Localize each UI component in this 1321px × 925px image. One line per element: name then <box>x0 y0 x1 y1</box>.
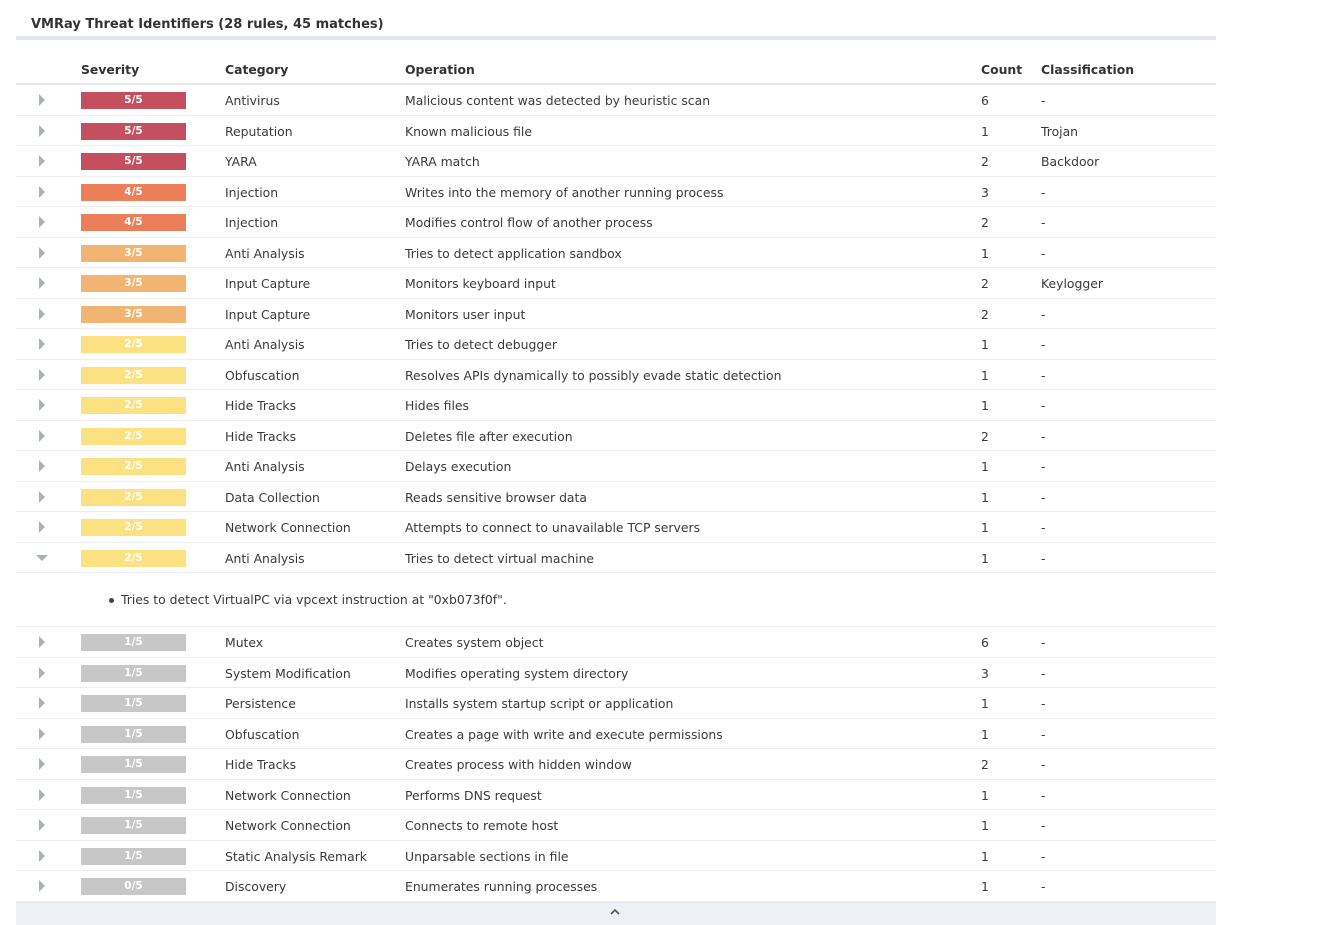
table-row[interactable] <box>16 482 1216 513</box>
caret-right-icon <box>35 696 49 710</box>
table-row[interactable] <box>16 841 1216 872</box>
count-cell: 1 <box>981 489 989 505</box>
caret-right-icon <box>35 276 49 290</box>
table-row[interactable] <box>16 421 1216 452</box>
severity-badge: 4/5 <box>81 184 186 201</box>
classification-cell: - <box>1041 489 1046 505</box>
expand-row-toggle[interactable] <box>35 757 49 771</box>
classification-cell: - <box>1041 367 1046 383</box>
expand-row-toggle[interactable] <box>35 154 49 168</box>
detail-text: Tries to detect VirtualPC via vpcext instruction at "0xb073f0f". <box>121 592 507 607</box>
classification-cell: - <box>1041 848 1046 864</box>
operation-cell: Unparsable sections in file <box>405 848 569 864</box>
caret-down-icon <box>35 551 49 565</box>
classification-cell: - <box>1041 245 1046 261</box>
severity-badge: 3/5 <box>81 306 186 323</box>
count-cell: 2 <box>981 306 989 322</box>
table-row[interactable] <box>16 780 1216 811</box>
caret-right-icon <box>35 788 49 802</box>
expand-row-toggle[interactable] <box>35 520 49 534</box>
category-cell: Anti Analysis <box>225 550 305 566</box>
operation-cell: Malicious content was detected by heuristic scan <box>405 93 711 108</box>
category-cell: YARA <box>225 154 257 169</box>
category-cell: System Modification <box>225 665 351 681</box>
count-cell: 3 <box>981 184 989 200</box>
caret-right-icon <box>35 818 49 832</box>
classification-cell: - <box>1041 879 1046 894</box>
operation-cell: YARA match <box>405 154 480 169</box>
table-row[interactable] <box>16 85 1216 116</box>
category-cell: Anti Analysis <box>225 245 305 261</box>
operation-cell: Attempts to connect to unavailable TCP servers <box>405 520 701 535</box>
table-row[interactable] <box>16 146 1216 177</box>
collapse-bar[interactable] <box>16 902 1216 925</box>
column-header-count: Count <box>981 62 1023 77</box>
operation-cell: Connects to remote host <box>405 818 559 833</box>
category-cell: Data Collection <box>225 489 320 505</box>
caret-right-icon <box>35 185 49 199</box>
operation-cell: Modifies operating system directory <box>405 665 629 681</box>
severity-badge: 2/5 <box>81 519 186 536</box>
caret-right-icon <box>35 337 49 351</box>
operation-cell: Tries to detect debugger <box>405 337 557 352</box>
expand-row-toggle[interactable] <box>35 635 49 649</box>
expand-row-toggle[interactable] <box>35 727 49 741</box>
caret-right-icon <box>35 368 49 382</box>
operation-cell: Reads sensitive browser data <box>405 489 587 505</box>
expand-row-toggle[interactable] <box>35 93 49 107</box>
operation-cell: Creates system object <box>405 635 544 650</box>
severity-badge: 3/5 <box>81 275 186 292</box>
operation-cell: Installs system startup script or application <box>405 696 674 711</box>
operation-cell: Tries to detect application sandbox <box>405 245 622 261</box>
operation-cell: Monitors keyboard input <box>405 276 556 291</box>
category-cell: Injection <box>225 215 279 230</box>
table-row[interactable] <box>16 360 1216 391</box>
operation-cell: Enumerates running processes <box>405 879 598 894</box>
classification-cell: - <box>1041 520 1046 535</box>
classification-cell: - <box>1041 337 1046 352</box>
classification-cell: - <box>1041 635 1046 650</box>
category-cell: Obfuscation <box>225 367 300 383</box>
expand-row-toggle[interactable] <box>35 215 49 229</box>
classification-cell: - <box>1041 696 1046 711</box>
severity-badge: 2/5 <box>81 550 186 567</box>
expand-row-toggle[interactable] <box>35 696 49 710</box>
bullet-icon <box>109 598 114 603</box>
count-cell: 2 <box>981 757 989 772</box>
category-cell: Network Connection <box>225 818 351 833</box>
caret-right-icon <box>35 757 49 771</box>
severity-badge: 3/5 <box>81 245 186 262</box>
operation-cell: Resolves APIs dynamically to possibly evade static detection <box>405 367 782 383</box>
classification-cell: - <box>1041 550 1046 566</box>
caret-right-icon <box>35 490 49 504</box>
caret-right-icon <box>35 124 49 138</box>
classification-cell: Keylogger <box>1041 276 1103 291</box>
category-cell: Anti Analysis <box>225 459 305 474</box>
category-cell: Discovery <box>225 879 287 894</box>
count-cell: 1 <box>981 726 989 742</box>
caret-right-icon <box>35 520 49 534</box>
operation-cell: Known malicious file <box>405 123 532 139</box>
severity-badge: 2/5 <box>81 336 186 353</box>
column-header-classification: Classification <box>1041 62 1135 77</box>
classification-cell: - <box>1041 398 1046 413</box>
count-cell: 3 <box>981 665 989 681</box>
classification-cell: - <box>1041 818 1046 833</box>
table-row[interactable] <box>16 207 1216 238</box>
count-cell: 2 <box>981 428 989 444</box>
caret-right-icon <box>35 93 49 107</box>
table-row[interactable] <box>16 543 1216 574</box>
classification-cell: - <box>1041 428 1046 444</box>
category-cell: Persistence <box>225 696 296 711</box>
severity-badge: 1/5 <box>81 665 186 682</box>
table-row[interactable] <box>16 871 1216 902</box>
table-row[interactable] <box>16 512 1216 543</box>
table-header <box>16 40 1216 85</box>
table-row[interactable] <box>16 268 1216 299</box>
expand-row-toggle[interactable] <box>35 490 49 504</box>
count-cell: 1 <box>981 550 989 566</box>
category-cell: Static Analysis Remark <box>225 848 367 864</box>
classification-cell: - <box>1041 665 1046 681</box>
operation-cell: Performs DNS request <box>405 787 542 803</box>
count-cell: 1 <box>981 123 989 139</box>
category-cell: Hide Tracks <box>225 398 297 413</box>
severity-badge: 2/5 <box>81 458 186 475</box>
count-cell: 1 <box>981 787 989 803</box>
expand-row-toggle[interactable] <box>35 849 49 863</box>
count-cell: 1 <box>981 245 989 261</box>
table-row[interactable] <box>16 688 1216 719</box>
expand-row-toggle[interactable] <box>35 307 49 321</box>
column-header-operation: Operation <box>405 62 475 77</box>
operation-cell: Deletes file after execution <box>405 428 573 444</box>
expand-row-toggle[interactable] <box>35 124 49 138</box>
panel-title: VMRay Threat Identifiers (28 rules, 45 matches) <box>16 0 1216 40</box>
operation-cell: Tries to detect virtual machine <box>405 550 595 566</box>
category-cell: Network Connection <box>225 520 351 535</box>
table-row[interactable] <box>16 390 1216 421</box>
classification-cell: - <box>1041 184 1046 200</box>
expand-row-toggle[interactable] <box>35 818 49 832</box>
table-row[interactable] <box>16 238 1216 269</box>
expand-row-toggle[interactable] <box>35 276 49 290</box>
expand-row-toggle[interactable] <box>35 246 49 260</box>
table-row[interactable] <box>16 299 1216 330</box>
table-body <box>16 85 1216 902</box>
severity-badge: 1/5 <box>81 848 186 865</box>
expand-row-toggle[interactable] <box>35 368 49 382</box>
column-header-category: Category <box>225 62 289 77</box>
count-cell: 1 <box>981 337 989 352</box>
count-cell: 2 <box>981 215 989 230</box>
count-cell: 1 <box>981 459 989 474</box>
caret-right-icon <box>35 879 49 893</box>
caret-right-icon <box>35 154 49 168</box>
classification-cell: - <box>1041 306 1046 322</box>
category-cell: Antivirus <box>225 93 280 108</box>
count-cell: 1 <box>981 367 989 383</box>
category-cell: Anti Analysis <box>225 337 305 352</box>
operation-cell: Creates a page with write and execute permissions <box>405 726 723 742</box>
category-cell: Reputation <box>225 123 293 139</box>
classification-cell: - <box>1041 459 1046 474</box>
operation-cell: Delays execution <box>405 459 512 474</box>
count-cell: 6 <box>981 93 989 108</box>
count-cell: 1 <box>981 818 989 833</box>
caret-right-icon <box>35 666 49 680</box>
severity-badge: 2/5 <box>81 367 186 384</box>
severity-badge: 2/5 <box>81 428 186 445</box>
severity-badge: 5/5 <box>81 92 186 109</box>
expand-row-toggle[interactable] <box>35 429 49 443</box>
count-cell: 1 <box>981 848 989 864</box>
table-row[interactable] <box>16 451 1216 482</box>
table-row[interactable] <box>16 177 1216 208</box>
severity-badge: 2/5 <box>81 489 186 506</box>
caret-right-icon <box>35 727 49 741</box>
severity-badge: 4/5 <box>81 214 186 231</box>
category-cell: Network Connection <box>225 787 351 803</box>
table-row[interactable] <box>16 116 1216 147</box>
caret-right-icon <box>35 307 49 321</box>
classification-cell: - <box>1041 726 1046 742</box>
row-detail <box>16 573 1216 627</box>
table-row[interactable] <box>16 719 1216 750</box>
expand-row-toggle[interactable] <box>35 185 49 199</box>
severity-badge: 2/5 <box>81 397 186 414</box>
expand-row-toggle[interactable] <box>35 788 49 802</box>
column-header-severity: Severity <box>81 62 140 77</box>
category-cell: Obfuscation <box>225 726 300 742</box>
classification-cell: - <box>1041 787 1046 803</box>
severity-badge: 1/5 <box>81 695 186 712</box>
severity-badge: 1/5 <box>81 634 186 651</box>
severity-badge: 0/5 <box>81 878 186 895</box>
count-cell: 1 <box>981 398 989 413</box>
operation-cell: Hides files <box>405 398 469 413</box>
classification-cell: - <box>1041 93 1046 108</box>
operation-cell: Writes into the memory of another running process <box>405 184 724 200</box>
severity-badge: 1/5 <box>81 756 186 773</box>
count-cell: 2 <box>981 154 989 169</box>
caret-right-icon <box>35 459 49 473</box>
caret-right-icon <box>35 398 49 412</box>
chevron-up-icon <box>610 908 620 916</box>
expand-row-toggle[interactable] <box>35 879 49 893</box>
operation-cell: Monitors user input <box>405 306 526 322</box>
table-row[interactable] <box>16 329 1216 360</box>
collapse-row-toggle[interactable] <box>35 551 49 565</box>
table-row[interactable] <box>16 658 1216 689</box>
category-cell: Mutex <box>225 635 264 650</box>
table-row[interactable] <box>16 749 1216 780</box>
count-cell: 1 <box>981 520 989 535</box>
category-cell: Hide Tracks <box>225 428 297 444</box>
severity-badge: 1/5 <box>81 787 186 804</box>
classification-cell: Backdoor <box>1041 154 1100 169</box>
severity-badge: 1/5 <box>81 817 186 834</box>
caret-right-icon <box>35 246 49 260</box>
table-row[interactable] <box>16 627 1216 658</box>
severity-badge: 5/5 <box>81 153 186 170</box>
expand-row-toggle[interactable] <box>35 337 49 351</box>
threat-identifiers-panel <box>16 0 1216 925</box>
caret-right-icon <box>35 429 49 443</box>
category-cell: Injection <box>225 184 279 200</box>
severity-badge: 1/5 <box>81 726 186 743</box>
classification-cell: Trojan <box>1041 123 1079 139</box>
count-cell: 1 <box>981 879 989 894</box>
category-cell: Input Capture <box>225 306 311 322</box>
category-cell: Input Capture <box>225 276 311 291</box>
classification-cell: - <box>1041 215 1046 230</box>
operation-cell: Modifies control flow of another process <box>405 215 653 230</box>
caret-right-icon <box>35 215 49 229</box>
expand-row-toggle[interactable] <box>35 398 49 412</box>
operation-cell: Creates process with hidden window <box>405 757 632 772</box>
caret-right-icon <box>35 849 49 863</box>
count-cell: 2 <box>981 276 989 291</box>
category-cell: Hide Tracks <box>225 757 297 772</box>
classification-cell: - <box>1041 757 1046 772</box>
table-row[interactable] <box>16 810 1216 841</box>
count-cell: 6 <box>981 635 989 650</box>
expand-row-toggle[interactable] <box>35 666 49 680</box>
caret-right-icon <box>35 635 49 649</box>
severity-badge: 5/5 <box>81 123 186 140</box>
expand-row-toggle[interactable] <box>35 459 49 473</box>
count-cell: 1 <box>981 696 989 711</box>
